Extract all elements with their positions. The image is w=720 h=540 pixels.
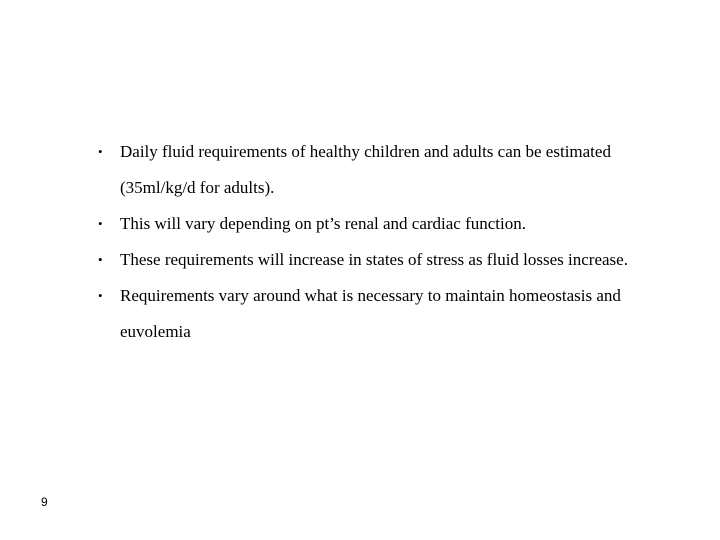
bullet-text: Requirements vary around what is necessary to maintain homeostasis and euvolemia bbox=[120, 286, 621, 341]
bullet-item-2 bbox=[98, 206, 678, 242]
bullet-item-4 bbox=[98, 278, 678, 350]
page-number: 9 bbox=[41, 495, 48, 509]
bullet-list bbox=[98, 134, 678, 350]
bullet-text: These requirements will increase in states of stress as fluid losses increase. bbox=[120, 250, 628, 269]
bullet-text: This will vary depending on pt’s renal and cardiac function. bbox=[120, 214, 526, 233]
bullet-item-3 bbox=[98, 242, 678, 278]
bullet-icon: • bbox=[98, 216, 103, 231]
bullet-icon: • bbox=[98, 252, 103, 267]
bullet-icon: • bbox=[98, 144, 103, 159]
bullet-icon: • bbox=[98, 288, 103, 303]
bullet-item-1 bbox=[98, 134, 678, 206]
bullet-text: Daily fluid requirements of healthy children and adults can be estimated (35ml/kg/d for adults). bbox=[120, 142, 611, 197]
